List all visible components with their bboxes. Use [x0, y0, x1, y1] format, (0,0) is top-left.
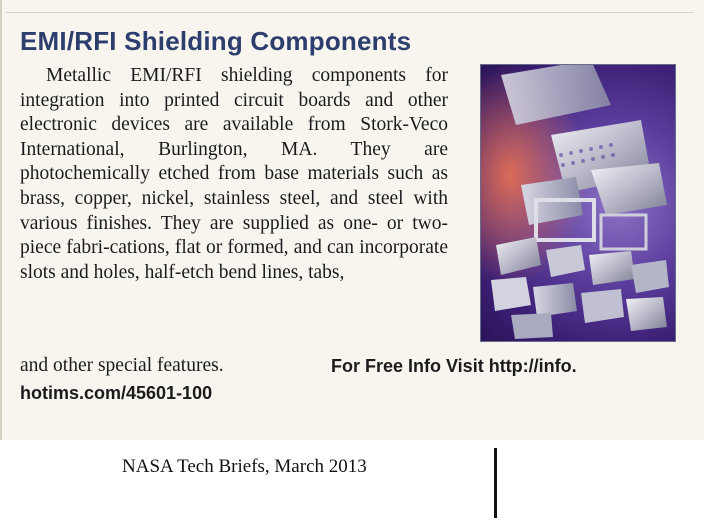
product-photo — [480, 64, 676, 342]
left-margin-rule — [0, 0, 2, 440]
vertical-divider — [494, 448, 497, 518]
shielding-parts-illustration — [481, 65, 675, 341]
article-body-last-line: and other special features. — [20, 355, 224, 376]
free-info-url: hotims.com/45601-100 — [20, 383, 213, 403]
article-title: EMI/RFI Shielding Components — [20, 26, 412, 56]
free-info-label: For Free Info Visit http://info. — [331, 356, 577, 376]
page-footer — [0, 440, 704, 525]
source-citation: NASA Tech Briefs, March 2013 — [122, 456, 367, 477]
article-body: Metallic EMI/RFI shielding components for integration into printed circuit boards and other electronic devices are available from Stork-Veco International, Burlington, MA. They are photochemically etched from base materials such as brass, copper, nickel, stainless steel, and steel with various finishes. They are supplied as one- or two-piece fabri-cations, flat or formed, and can incorporate slots and holes, half-etch bend lines, tabs, — [20, 65, 448, 283]
